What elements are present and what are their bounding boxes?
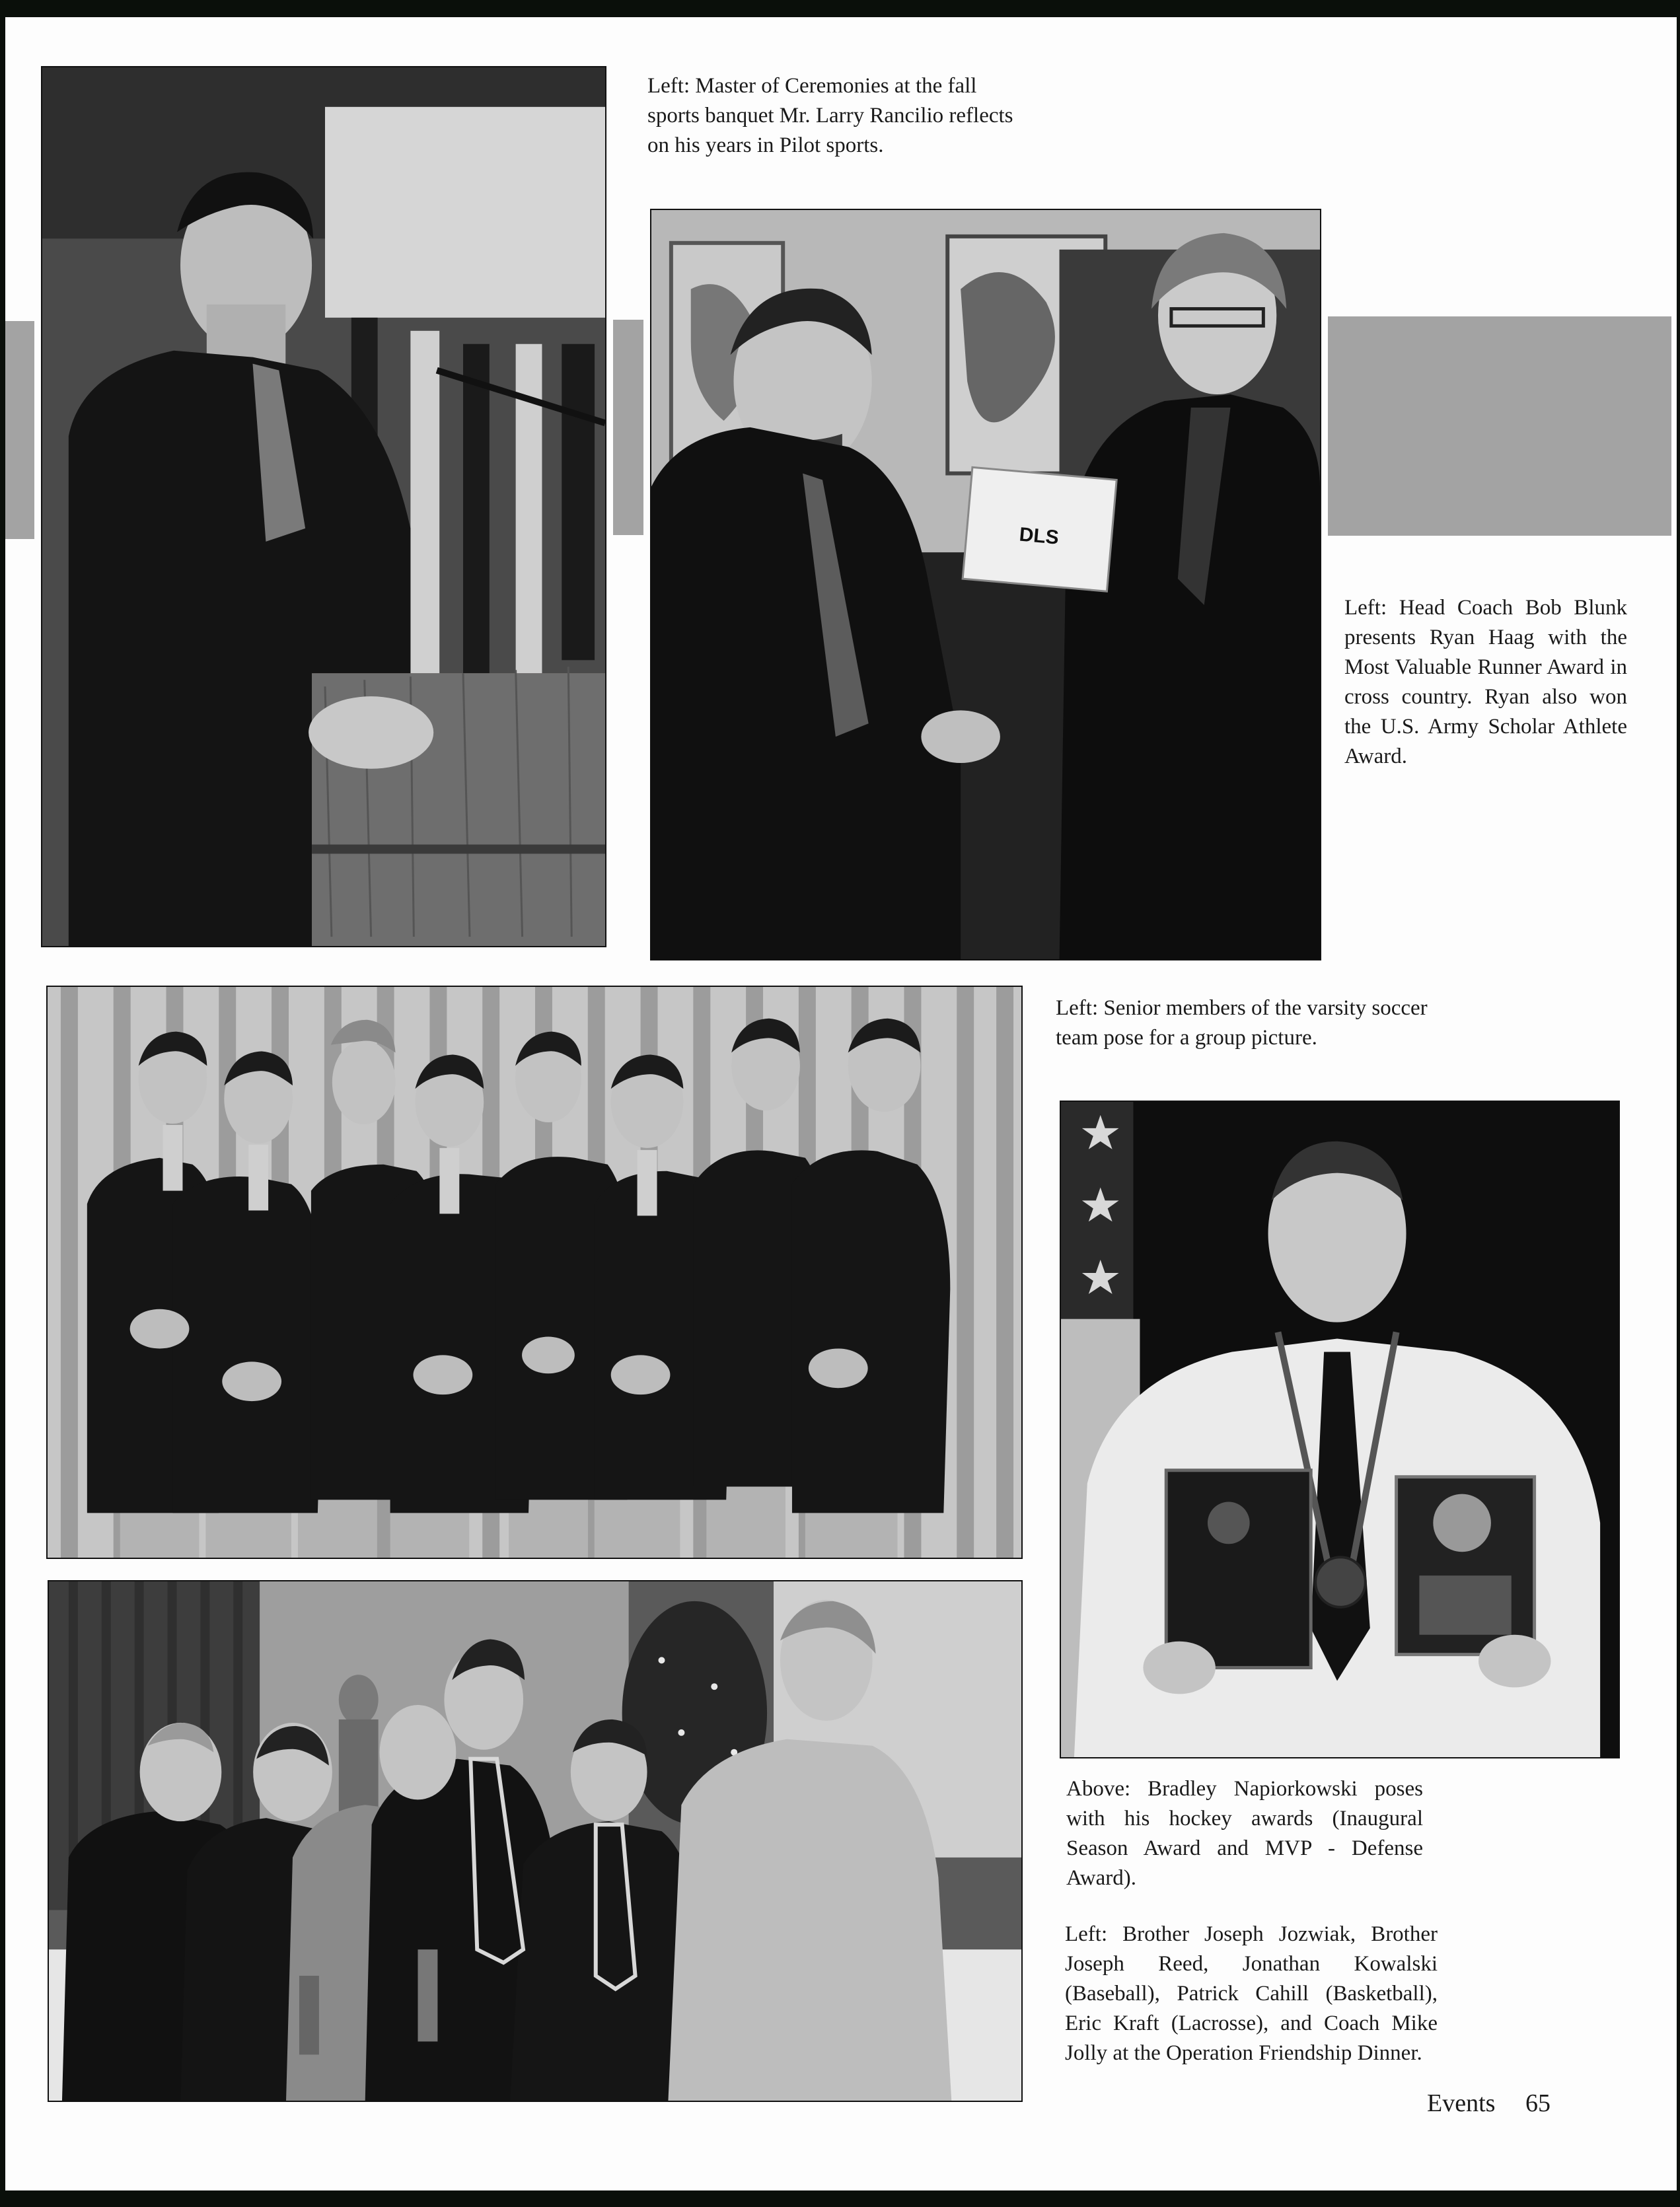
photo-emcee-podium-image <box>42 67 605 946</box>
photo-award-handshake-image <box>651 210 1320 959</box>
photo-hockey-portrait-image <box>1061 1102 1619 1757</box>
caption-friendship-dinner: Left: Brother Joseph Jozwiak, Brother Joseph Reed, Jonathan Kowalski (Baseball), Patrick Cahill (Basketball), Eric Kraft (Lacrosse), and Coach Mike Jolly at the Operation Friendship Dinner. <box>1065 1922 1438 2065</box>
accent-bar-right <box>1328 316 1671 536</box>
caption-emcee: Left: Master of Ceremonies at the fall sports banquet Mr. Larry Rancilio reflects on his years in Pilot sports. <box>647 74 1013 157</box>
page-section: Events <box>1427 2089 1496 2117</box>
photo-emcee-podium <box>41 66 606 947</box>
caption-soccer-seniors: Left: Senior members of the varsity soccer team pose for a group picture. <box>1056 996 1428 1050</box>
page-number: 65 <box>1525 2089 1551 2117</box>
photo-award-handshake <box>650 209 1321 960</box>
accent-bar-middle <box>613 320 643 535</box>
caption-hockey-awards: Above: Bradley Napiorkowski poses with his hockey awards (Inaugural Season Award and MVP - Defense Award). <box>1066 1777 1423 1890</box>
photo-hockey-portrait <box>1060 1101 1620 1758</box>
photo-friendship-group <box>48 1580 1023 2102</box>
certificate-text: DLS <box>1018 523 1060 549</box>
accent-bar-left-edge <box>5 321 34 539</box>
caption-runner-award: Left: Head Coach Bob Blunk presents Ryan Haag with the Most Valuable Runner Award in cross country. Ryan also won the U.S. Army Scholar Athlete Award. <box>1344 596 1627 768</box>
photo-soccer-group <box>46 986 1023 1559</box>
page-folio <box>1427 2089 1551 2118</box>
photo-friendship-group-image <box>49 1581 1021 2101</box>
photo-soccer-group-image <box>48 987 1021 1558</box>
yearbook-page <box>5 17 1677 2190</box>
